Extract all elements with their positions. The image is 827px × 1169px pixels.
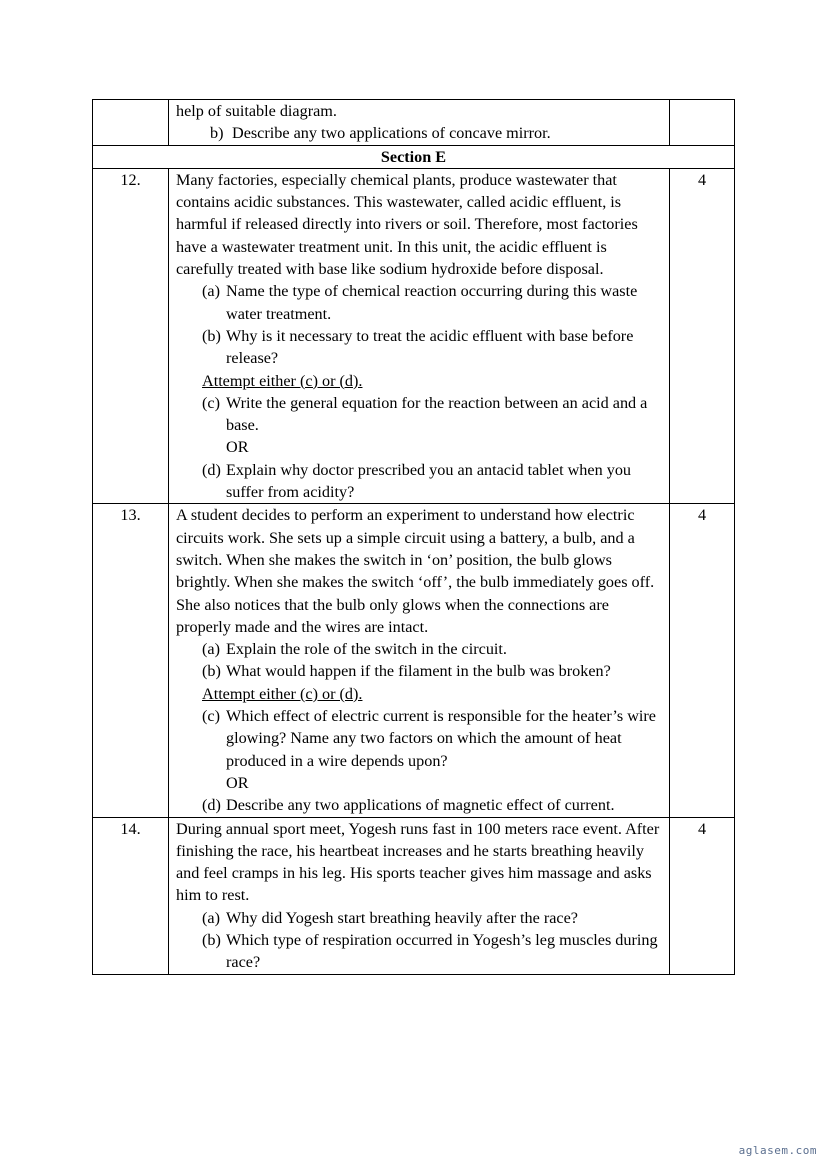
question-marks: 4	[670, 504, 735, 817]
question-passage: A student decides to perform an experiment to understand how electric circuits work. She sets up a simple circuit using a battery, a bulb, and a switch. When she makes the switch in ‘on’ position, the bulb glows brightly. When she makes the switch ‘off’, the bulb immediately goes off. She also notices that the bulb only glows when the connections are properly made and the wires are intact.	[176, 506, 655, 636]
sub-text: Write the general equation for the reaction between an acid and a base.	[226, 393, 648, 435]
or-label: OR	[226, 773, 249, 792]
table-row	[93, 817, 735, 974]
sub-text: Which type of respiration occurred in Yogesh’s leg muscles during race?	[226, 930, 658, 972]
subquestion-d	[176, 459, 663, 504]
question-table	[92, 99, 735, 975]
subquestion-b	[176, 929, 663, 974]
sub-text: Explain why doctor prescribed you an antacid tablet when you suffer from acidity?	[226, 460, 632, 502]
subquestion-b	[176, 660, 663, 682]
sub-label: (c)	[202, 393, 220, 412]
sub-label: (d)	[202, 460, 221, 479]
sub-label: (a)	[202, 282, 220, 301]
sub-text: Why is it necessary to treat the acidic effluent with base before release?	[226, 326, 634, 368]
question-marks: 4	[670, 168, 735, 503]
section-row	[93, 145, 735, 168]
question-body	[169, 817, 670, 974]
sub-label: (a)	[202, 908, 220, 927]
sub-text: Name the type of chemical reaction occurring during this waste water treatment.	[226, 282, 638, 323]
attempt-instruction: Attempt either (c) or (d).	[202, 684, 363, 703]
question-marks: 4	[670, 817, 735, 974]
watermark-url[interactable]: aglasem.com	[738, 1144, 817, 1157]
sub-text: Describe any two applications of concave mirror.	[232, 124, 551, 143]
marks-cell	[670, 100, 735, 146]
question-body	[169, 100, 670, 146]
sub-label: (a)	[202, 640, 220, 659]
subquestion-c	[176, 392, 663, 437]
continuation-text: help of suitable diagram.	[176, 102, 337, 120]
question-number: 13.	[93, 504, 169, 817]
sub-label: (b)	[202, 930, 221, 949]
question-number: 12.	[93, 168, 169, 503]
subquestion-a	[176, 907, 663, 929]
question-passage: Many factories, especially chemical plants, produce wastewater that contains acidic substances. This wastewater, called acidic effluent, is harmful if released directly into rivers or soil. Therefore, most factories have a wastewater treatment unit. In this unit, the acidic effluent is carefully treated with base like sodium hydroxide before disposal.	[176, 170, 638, 279]
sub-text: Why did Yogesh start breathing heavily after the race?	[226, 908, 578, 927]
subquestion-b	[176, 122, 663, 144]
sub-text: What would happen if the filament in the bulb was broken?	[226, 662, 611, 681]
question-body	[169, 168, 670, 503]
question-passage: During annual sport meet, Yogesh runs fast in 100 meters race event. After finishing the race, his heartbeat increases and he starts breathing heavily and feel cramps in his leg. His sports teacher gives him massage and asks him to rest.	[176, 819, 660, 905]
number-cell	[93, 100, 169, 146]
question-number: 14.	[93, 817, 169, 974]
subquestion-a	[176, 280, 663, 325]
table-row	[93, 168, 735, 503]
subquestion-c	[176, 705, 663, 772]
table-row	[93, 100, 735, 146]
sub-text: Describe any two applications of magnetic effect of current.	[226, 796, 615, 815]
sub-label: (b)	[202, 662, 221, 681]
sub-label: (b)	[202, 326, 221, 345]
section-title: Section E	[93, 145, 735, 168]
table-row	[93, 504, 735, 817]
subquestion-a	[176, 638, 663, 660]
sub-label: b)	[210, 124, 224, 143]
sub-label: (d)	[202, 796, 221, 815]
sub-text: Which effect of electric current is responsible for the heater’s wire glowing? Name any two factors on which the amount of heat produced in a wire depends upon?	[226, 707, 656, 770]
question-body	[169, 504, 670, 817]
attempt-instruction: Attempt either (c) or (d).	[202, 371, 363, 390]
subquestion-d	[176, 794, 663, 816]
sub-label: (c)	[202, 707, 220, 726]
sub-text: Explain the role of the switch in the circuit.	[226, 640, 507, 659]
or-label: OR	[226, 438, 249, 457]
subquestion-b	[176, 325, 663, 370]
